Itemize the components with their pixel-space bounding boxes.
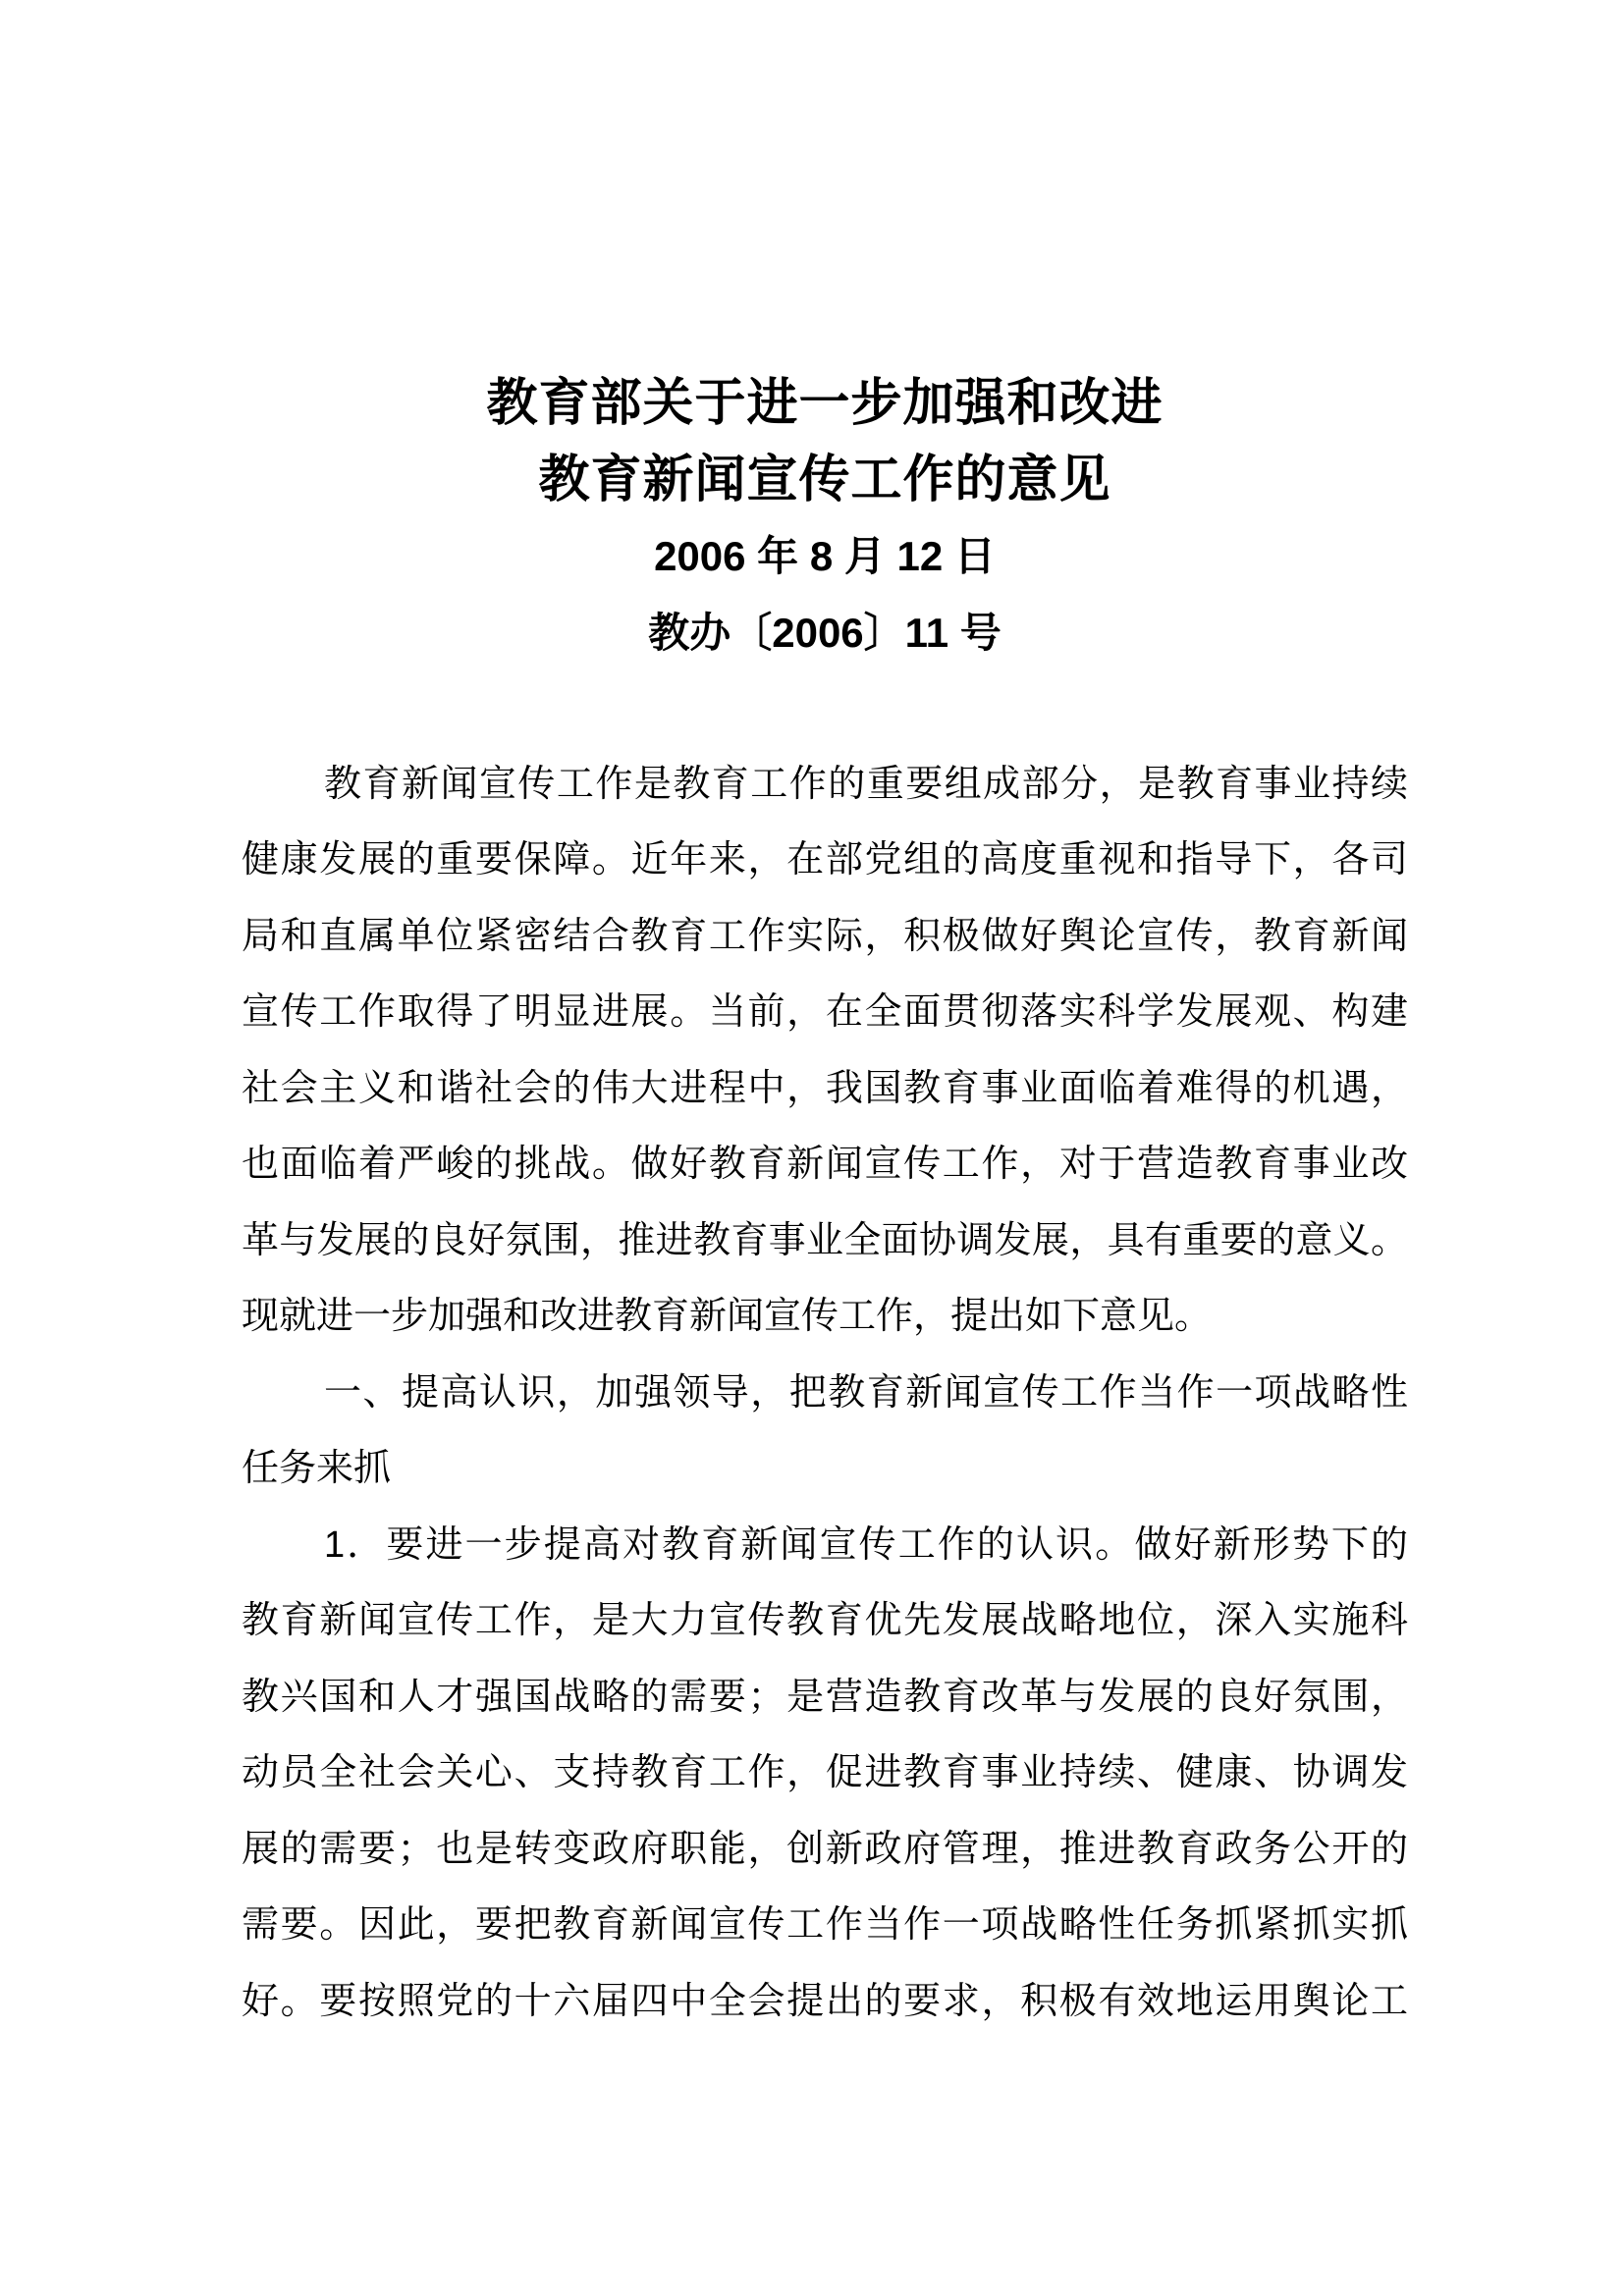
document-content — [242, 366, 1408, 2040]
body-line: 健康发展的重要保障。近年来，在部党组的高度重视和指导下，各司 — [242, 839, 1408, 881]
body-line: 社会主义和谐社会的伟大进程中，我国教育事业面临着难得的机遇， — [242, 1067, 1408, 1109]
body-line: 任务来抓 — [242, 1448, 392, 1489]
document-title-line-2: 教育新闻宣传工作的意见 — [538, 451, 1111, 508]
body-line: 现就进一步加强和改进教育新闻宣传工作，提出如下意见。 — [242, 1296, 1213, 1337]
body-line: 也面临着严峻的挑战。做好教育新闻宣传工作，对于营造教育事业改 — [242, 1144, 1408, 1185]
body-line: 局和直属单位紧密结合教育工作实际，积极做好舆论宣传，教育新闻 — [242, 915, 1408, 957]
document-body — [242, 747, 1408, 2041]
body-line: 需要。因此，要把教育新闻宣传工作当作一项战略性任务抓紧抓实抓 — [242, 1904, 1408, 1946]
spacer — [242, 670, 1408, 747]
document-number: 教办〔2006〕11 号 — [648, 609, 1001, 656]
body-line: 展的需要；也是转变政府职能，创新政府管理，推进教育政务公开的 — [242, 1828, 1408, 1870]
body-line: 革与发展的良好氛围，推进教育事业全面协调发展，具有重要的意义。 — [242, 1219, 1408, 1261]
document-title-line-1: 教育部关于进一步加强和改进 — [486, 375, 1164, 432]
body-line: 教育新闻宣传工作，是大力宣传教育优先发展战略地位，深入实施科 — [242, 1600, 1408, 1641]
body-line: 宣传工作取得了明显进展。当前，在全面贯彻落实科学发展观、构建 — [242, 991, 1408, 1033]
body-line: 一、提高认识，加强领导，把教育新闻宣传工作当作一项战略性 — [324, 1371, 1408, 1414]
body-line: 教育新闻宣传工作是教育工作的重要组成部分，是教育事业持续 — [324, 763, 1408, 805]
body-line: 教兴国和人才强国战略的需要；是营造教育改革与发展的良好氛围， — [242, 1676, 1408, 1718]
body-line: 1．要进一步提高对教育新闻宣传工作的认识。做好新形势下的 — [324, 1523, 1408, 1566]
body-line: 动员全社会关心、支持教育工作，促进教育事业持续、健康、协调发 — [242, 1752, 1408, 1793]
document-date: 2006 年 8 月 12 日 — [654, 533, 996, 579]
body-line: 好。要按照党的十六届四中全会提出的要求，积极有效地运用舆论工 — [242, 1980, 1408, 2022]
